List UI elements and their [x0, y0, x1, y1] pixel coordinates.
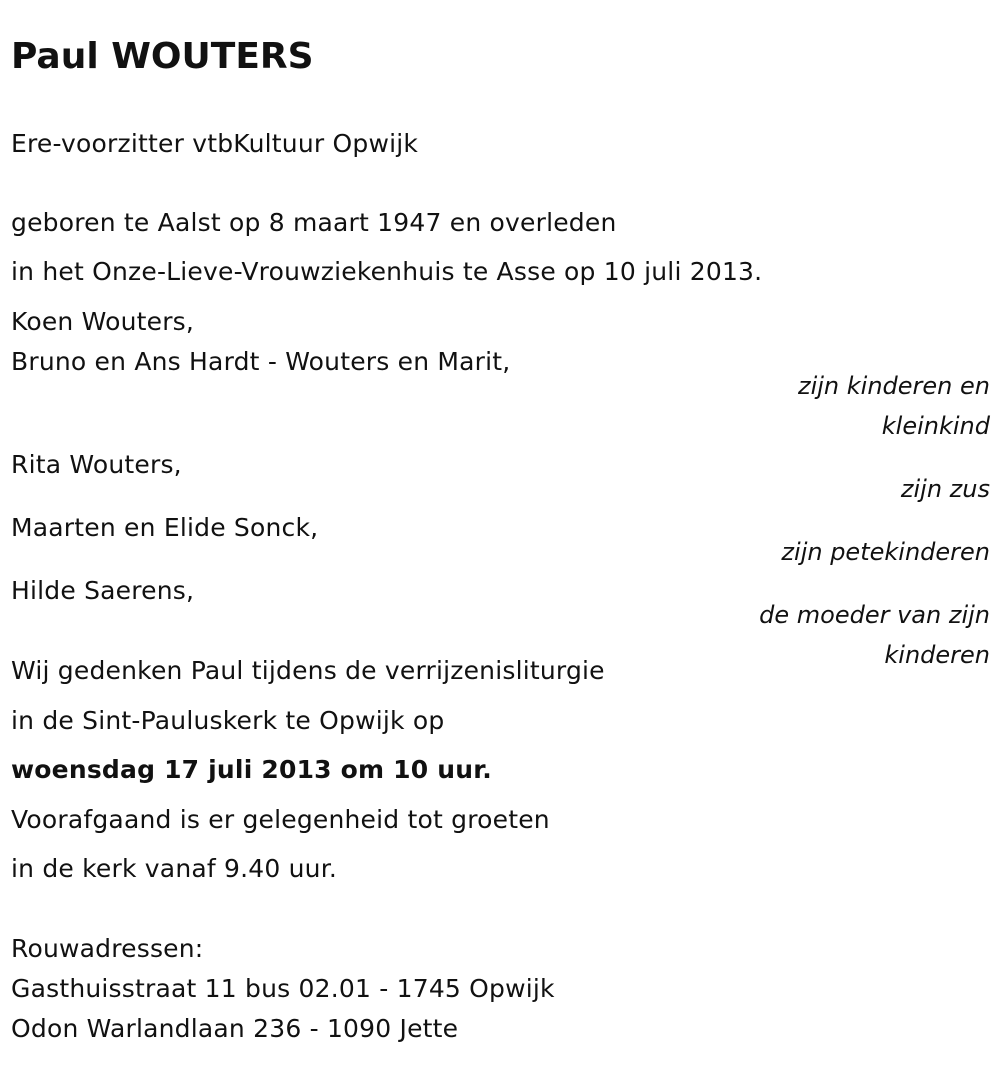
children-line2: Bruno en Ans Hardt - Wouters en Marit,: [11, 347, 511, 376]
birth-text-line1: geboren te Aalst op 8 maart 1947 en overleden: [11, 208, 617, 237]
children-role-line2: kleinkind: [881, 412, 990, 440]
addresses-heading: Rouwadressen:: [11, 934, 204, 963]
obituary-title: Paul WOUTERS: [11, 36, 314, 77]
address-line2: Odon Warlandlaan 236 - 1090 Jette: [11, 1014, 459, 1043]
sister-name: Rita Wouters,: [11, 450, 182, 479]
service-line2: in de Sint-Pauluskerk te Opwijk op: [11, 706, 445, 735]
sister-role: zijn zus: [900, 475, 990, 503]
service-line3: Voorafgaand is er gelegenheid tot groeten: [11, 805, 550, 834]
mother-role-line2: kinderen: [884, 641, 990, 669]
godchildren-role: zijn petekinderen: [781, 538, 990, 566]
mother-name: Hilde Saerens,: [11, 576, 195, 605]
address-line1: Gasthuisstraat 11 bus 02.01 - 1745 Opwijk: [11, 974, 555, 1003]
children-line1: Koen Wouters,: [11, 307, 195, 336]
service-date: woensdag 17 juli 2013 om 10 uur.: [11, 755, 492, 784]
birth-text-line2: in het Onze-Lieve-Vrouwziekenhuis te Asse op 10 juli 2013.: [11, 257, 763, 286]
service-line1: Wij gedenken Paul tijdens de verrijzenisliturgie: [11, 656, 605, 685]
service-line4: in de kerk vanaf 9.40 uur.: [11, 854, 338, 883]
godchildren-names: Maarten en Elide Sonck,: [11, 513, 319, 542]
mother-role-line1: de moeder van zijn: [759, 601, 990, 629]
children-role-line1: zijn kinderen en: [798, 372, 990, 400]
function-text: Ere-voorzitter vtbKultuur Opwijk: [11, 129, 419, 158]
